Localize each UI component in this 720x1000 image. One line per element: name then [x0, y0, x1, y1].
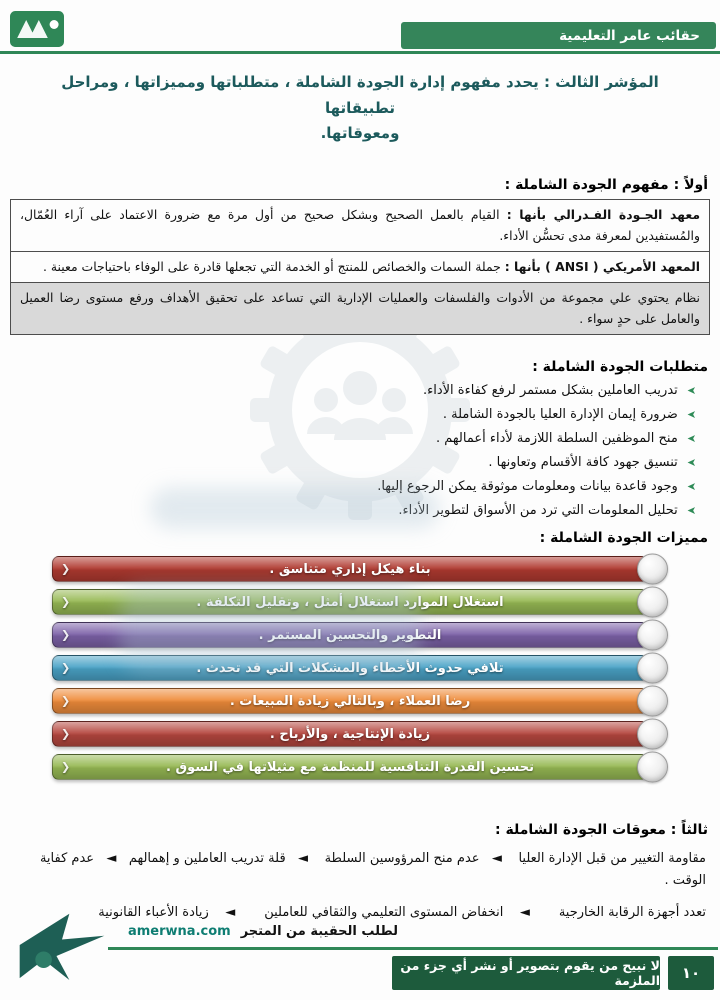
store-url-link[interactable]: amerwna.com	[127, 924, 231, 939]
page-number-badge	[668, 956, 714, 990]
table-row	[11, 282, 710, 334]
page-title	[28, 70, 692, 147]
ribbon-endcap	[637, 686, 668, 717]
requirements-list	[24, 383, 696, 518]
feature-label: استغلال الموارد استغلال أمثل ، وتقليل التكلفة .	[196, 594, 504, 610]
definition-text: نظام يحتوي علي مجموعة من الأدوات والفلسفات والعمليات الإدارية التي تساعد على تحقيق الأهداف ورفع مستوى رضا العميل والعامل على حدٍ سواء .	[20, 289, 700, 327]
ribbon-arrow-icon: ❮	[61, 661, 71, 675]
page-header	[0, 0, 720, 54]
item-text: وجود قاعدة بيانات ومعلومات موثوقة يمكن الرجوع إليها.	[377, 479, 678, 495]
copyright-text: لا نبيح من يقوم بتصوير أو نشر أي جزء من الملزمة	[400, 958, 660, 988]
item-text: تحليل المعلومات التي ترد من الأسواق لتطوير الأداء.	[398, 503, 678, 519]
section-heading-definition: أولاً : مفهوم الجودة الشاملة :	[504, 176, 708, 193]
arrow-bullet-icon: ➤	[686, 456, 696, 470]
feature-label: رضا العملاء ، وبالتالي زيادة المبيعات .	[229, 693, 471, 709]
list-item	[24, 407, 696, 422]
feature-ribbon	[52, 589, 668, 615]
feature-ribbon	[52, 655, 668, 681]
definition-cell	[11, 282, 710, 334]
ribbon-arrow-icon: ❮	[61, 727, 71, 741]
item-text: منح الموظفين السلطة اللازمة لأداء أعمالهم .	[436, 431, 678, 447]
arrow-bullet-icon: ➤	[686, 480, 696, 494]
features-diagram	[52, 556, 668, 780]
arrow-bullet-icon: ➤	[686, 504, 696, 518]
item-text: تدريب العاملين بشكل مستمر لرفع كفاءة الأداء.	[422, 383, 678, 399]
feature-ribbon	[52, 754, 668, 780]
item-text: ضرورة إيمان الإدارة العليا بالجودة الشاملة .	[442, 407, 678, 423]
bird-logo-icon	[16, 908, 108, 986]
arrow-bullet-icon: ➤	[686, 432, 696, 446]
arrow-bullet-icon: ➤	[686, 408, 696, 422]
feature-label: تلافي حدوث الأخطاء والمشكلات التي قد تحدث .	[196, 660, 504, 676]
obstacles-line: مقاومة التغيير من قبل الإدارة العليا ◄ عدم منح المرؤوسين السلطة ◄ قلة تدريب العاملين و إهمالهم ◄ عدم كفاية الوقت .	[35, 851, 706, 889]
order-store-label: لطلب الحقيبة من المتجر	[240, 924, 399, 939]
ribbon-arrow-icon: ❮	[61, 562, 71, 576]
definition-cell	[11, 251, 710, 282]
ribbon-arrow-icon: ❮	[61, 595, 71, 609]
definition-table	[10, 199, 710, 336]
feature-label: تحسين القدرة التنافسية للمنظمة مع مثيلاتها في السوق .	[165, 759, 535, 775]
section-heading-obstacles: ثالثاً : معوقات الجودة الشاملة :	[495, 822, 708, 839]
list-item	[24, 479, 696, 494]
footer-rule	[108, 947, 718, 950]
arrow-bullet-icon: ➤	[686, 384, 696, 398]
feature-ribbon	[52, 622, 668, 648]
ribbon-bar	[52, 754, 648, 780]
definition-text: جملة السمات والخصائص للمنتج أو الخدمة التي تجعلها قادرة على الوفاء باحتياجات معينة .	[42, 258, 501, 274]
ribbon-bar	[52, 688, 648, 714]
ribbon-endcap	[637, 587, 668, 618]
definition-text: القيام بالعمل الصحيح وبشكل صحيح من أول مرة مع ضرورة الاعتماد على آراء العُمّال، والمُستفيدين لمعرفة مدى تحسُّن الأداء.	[20, 206, 700, 244]
ribbon-bar	[52, 655, 648, 681]
order-row	[118, 924, 408, 939]
ribbon-bar	[52, 589, 648, 615]
page-number: ١٠	[681, 964, 701, 982]
ribbon-bar	[52, 556, 648, 582]
feature-ribbon	[52, 688, 668, 714]
ribbon-endcap	[637, 719, 668, 750]
ribbon-arrow-icon: ❮	[61, 628, 71, 642]
ribbon-endcap	[637, 653, 668, 684]
term-label: المعهد الأمريكي ( ANSI ) بأنها :	[504, 258, 700, 274]
ribbon-bar	[52, 622, 648, 648]
definition-cell	[11, 199, 710, 251]
page-title-line2: ومعوقاتها.	[320, 124, 400, 142]
item-text: تنسيق جهود كافة الأقسام وتعاونها .	[488, 455, 678, 471]
feature-label: زيادة الإنتاجية ، والأرباح .	[269, 726, 431, 742]
ribbon-bar	[52, 721, 648, 747]
section-heading-features: مميزات الجودة الشاملة :	[539, 530, 708, 547]
table-row	[11, 251, 710, 282]
feature-label: التطوير والتحسين المستمر .	[258, 627, 442, 643]
section-heading-requirements: متطلبات الجودة الشاملة :	[532, 359, 708, 376]
term-label: معهد الجـودة الفـدرالي بأنها :	[506, 206, 700, 222]
brand-logo-icon	[10, 11, 64, 51]
feature-ribbon	[52, 721, 668, 747]
feature-ribbon	[52, 556, 668, 582]
ribbon-arrow-icon: ❮	[61, 694, 71, 708]
list-item	[24, 383, 696, 398]
ribbon-endcap	[637, 620, 668, 651]
list-item	[24, 455, 696, 470]
obstacles-line: تعدد أجهزة الرقابة الخارجية ◄ انخفاض المستوى التعليمي والثقافي للعاملين ◄ زيادة الأعباء القانونية	[98, 905, 706, 921]
brand-title: حقائب عامر التعليمية	[559, 27, 700, 44]
ribbon-endcap	[637, 554, 668, 585]
list-item	[24, 503, 696, 518]
page-title-line1: المؤشر الثالث : يحدد مفهوم إدارة الجودة الشاملة ، متطلباتها ومميزاتها ، ومراحل تطبيقاتها	[61, 73, 659, 117]
feature-label: بناء هيكل إداري متناسق .	[269, 561, 431, 577]
ribbon-endcap	[637, 752, 668, 783]
brand-banner	[401, 22, 716, 49]
table-row	[11, 199, 710, 251]
copyright-bar	[392, 956, 660, 990]
list-item	[24, 431, 696, 446]
ribbon-arrow-icon: ❮	[61, 760, 71, 774]
